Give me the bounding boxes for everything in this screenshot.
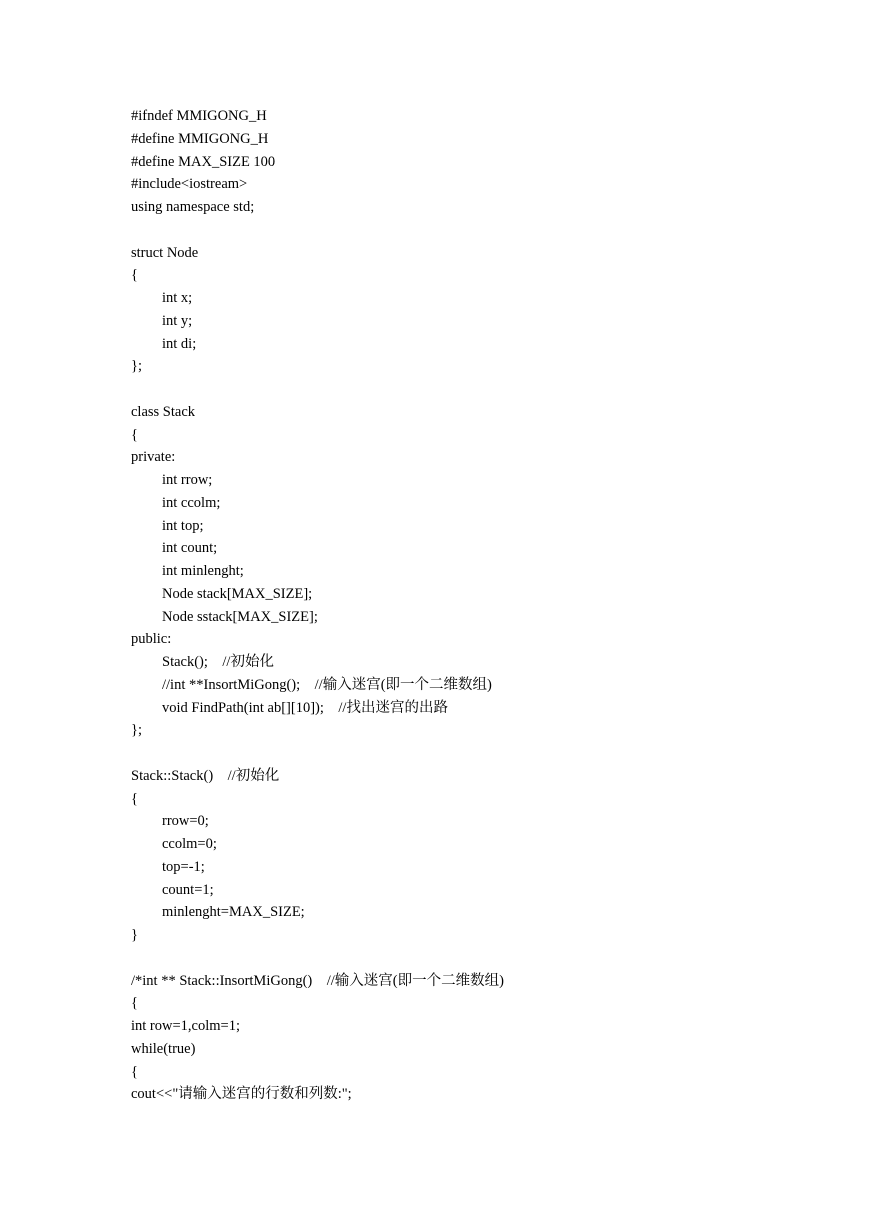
code-line: while(true) bbox=[131, 1040, 196, 1057]
code-line: //int **InsortMiGong(); //输入迷宫(即一个二维数组) bbox=[162, 676, 492, 693]
code-line: int minlenght; bbox=[162, 563, 244, 579]
code-line: int y; bbox=[162, 312, 193, 329]
code-line: using namespace std; bbox=[131, 199, 255, 215]
code-line: { bbox=[131, 995, 138, 1012]
code-line: ccolm=0; bbox=[162, 836, 217, 852]
code-line: top=-1; bbox=[162, 858, 205, 875]
code-line: class Stack bbox=[131, 403, 196, 420]
code-listing bbox=[131, 105, 831, 1106]
code-line: { bbox=[131, 267, 138, 284]
code-line: { bbox=[131, 426, 138, 443]
code-line: } bbox=[131, 927, 138, 943]
blank-line bbox=[131, 947, 831, 970]
code-line: int count; bbox=[162, 540, 218, 557]
code-line: /*int ** Stack::InsortMiGong() //输入迷宫(即一个二维数组) bbox=[131, 972, 504, 989]
code-line: int row=1,colm=1; bbox=[131, 1018, 240, 1034]
code-line: { bbox=[131, 790, 138, 807]
code-line: }; bbox=[131, 722, 142, 739]
code-line: #define MAX_SIZE 100 bbox=[131, 153, 276, 170]
code-line: struct Node bbox=[131, 244, 199, 261]
code-line: #define MMIGONG_H bbox=[131, 130, 269, 147]
code-line: int top; bbox=[162, 517, 204, 534]
code-line: Stack(); //初始化 bbox=[162, 654, 274, 670]
code-line: void FindPath(int ab[][10]); //找出迷宫的出路 bbox=[162, 699, 448, 716]
code-line: rrow=0; bbox=[162, 813, 209, 830]
code-line: }; bbox=[131, 358, 142, 375]
code-line: Stack::Stack() //初始化 bbox=[131, 767, 280, 784]
code-line: Node stack[MAX_SIZE]; bbox=[162, 585, 313, 602]
code-line: int di; bbox=[162, 335, 197, 352]
code-line: { bbox=[131, 1063, 138, 1080]
code-line: int x; bbox=[162, 290, 193, 306]
code-line: cout<<"请输入迷宫的行数和列数:"; bbox=[131, 1086, 352, 1103]
code-line: #include<iostream> bbox=[131, 176, 248, 193]
code-line: #ifndef MMIGONG_H bbox=[131, 108, 267, 124]
code-line: int ccolm; bbox=[162, 494, 221, 511]
code-line: minlenght=MAX_SIZE; bbox=[162, 904, 305, 921]
code-line: int rrow; bbox=[162, 472, 213, 488]
code-line: private: bbox=[131, 449, 176, 466]
code-line: Node sstack[MAX_SIZE]; bbox=[162, 608, 318, 625]
blank-line bbox=[131, 378, 831, 401]
code-line: count=1; bbox=[162, 881, 214, 898]
blank-line bbox=[131, 219, 831, 242]
code-line: public: bbox=[131, 631, 172, 648]
blank-line bbox=[131, 742, 831, 765]
